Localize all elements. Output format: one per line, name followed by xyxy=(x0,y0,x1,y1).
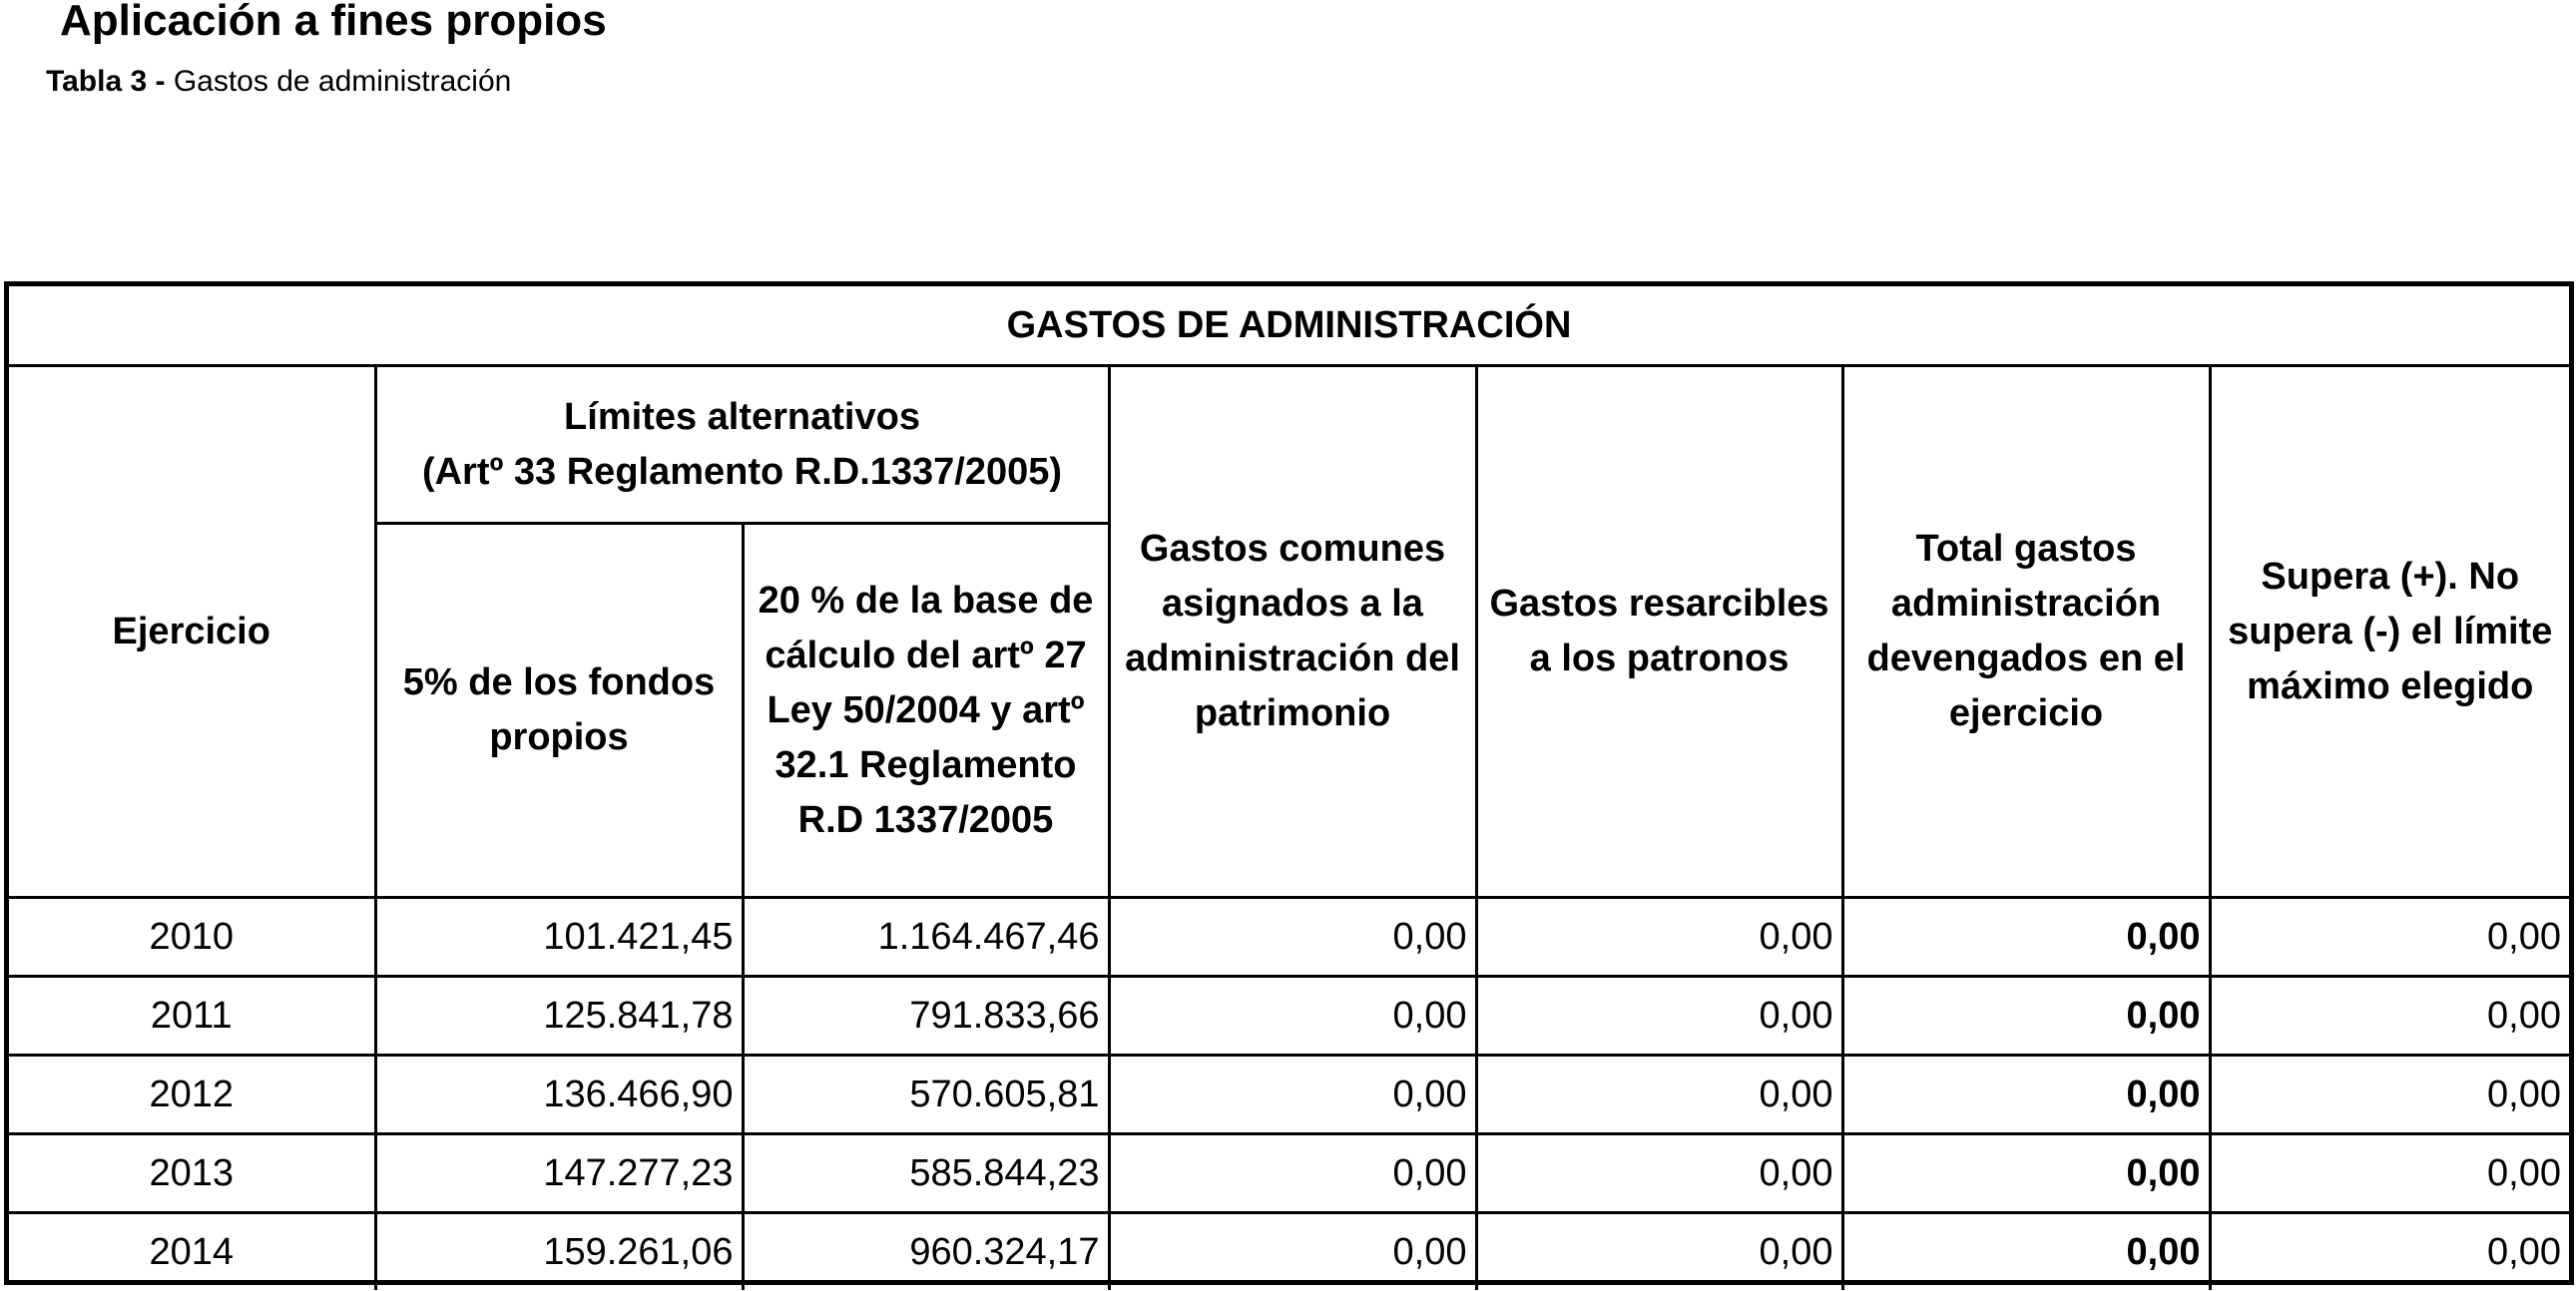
cell-supera-limite: 0,00 xyxy=(2210,1213,2569,1291)
header-limites-line2: (Artº 33 Reglamento R.D.1337/2005) xyxy=(421,450,1063,493)
cell-gastos-comunes: 0,00 xyxy=(1109,1134,1476,1213)
cell-total-gastos: 0,00 xyxy=(1842,898,2210,977)
cell-ejercicio: 2014 xyxy=(9,1213,375,1291)
cell-gastos-comunes: 0,00 xyxy=(1109,898,1476,977)
header-gastos-resarcibles: Gastos resarcibles a los patronos xyxy=(1476,366,1842,898)
cell-fondos-propios: 101.421,45 xyxy=(375,898,743,977)
cell-ejercicio: 2012 xyxy=(9,1056,375,1134)
cell-base-calculo: 960.324,17 xyxy=(743,1213,1109,1291)
table-caption xyxy=(46,62,511,102)
cell-total-gastos: 0,00 xyxy=(1842,977,2210,1056)
cell-base-calculo: 585.844,23 xyxy=(743,1134,1109,1213)
header-limites-line1: Límites alternativos xyxy=(564,395,920,438)
table-row xyxy=(9,1134,2569,1213)
table-row xyxy=(9,1056,2569,1134)
cell-fondos-propios: 147.277,23 xyxy=(375,1134,743,1213)
cell-total-gastos: 0,00 xyxy=(1842,1213,2210,1291)
cell-supera-limite: 0,00 xyxy=(2210,977,2569,1056)
cell-gastos-resarcibles: 0,00 xyxy=(1476,1134,1842,1213)
table-header-row xyxy=(9,366,2569,524)
cell-base-calculo: 570.605,81 xyxy=(743,1056,1109,1134)
cell-gastos-resarcibles: 0,00 xyxy=(1476,1056,1842,1134)
cell-gastos-comunes: 0,00 xyxy=(1109,1056,1476,1134)
cell-base-calculo: 1.164.467,46 xyxy=(743,898,1109,977)
cell-base-calculo: 791.833,66 xyxy=(743,977,1109,1056)
header-fondos-propios: 5% de los fondos propios xyxy=(375,524,743,898)
cell-ejercicio: 2011 xyxy=(9,977,375,1056)
cell-supera-limite: 0,00 xyxy=(2210,1056,2569,1134)
cell-gastos-resarcibles: 0,00 xyxy=(1476,898,1842,977)
cell-total-gastos: 0,00 xyxy=(1842,1056,2210,1134)
table-row xyxy=(9,977,2569,1056)
cell-supera-limite: 0,00 xyxy=(2210,898,2569,977)
header-supera-limite: Supera (+). No supera (-) el límite máximo elegido xyxy=(2210,366,2569,898)
header-base-calculo: 20 % de la base de cálculo del artº 27 Ley 50/2004 y artº 32.1 Reglamento R.D 1337/2005 xyxy=(743,524,1109,898)
cell-gastos-comunes: 0,00 xyxy=(1109,1213,1476,1291)
header-ejercicio: Ejercicio xyxy=(9,366,375,898)
header-gastos-comunes: Gastos comunes asignados a la administración del patrimonio xyxy=(1109,366,1476,898)
cell-gastos-comunes: 0,00 xyxy=(1109,977,1476,1056)
table-row xyxy=(9,1213,2569,1291)
table-caption-label: Tabla 3 - xyxy=(46,65,166,98)
gastos-table-frame xyxy=(4,281,2574,1285)
cell-fondos-propios: 159.261,06 xyxy=(375,1213,743,1291)
cell-fondos-propios: 125.841,78 xyxy=(375,977,743,1056)
header-total-gastos: Total gastos administración devengados en el ejercicio xyxy=(1842,366,2210,898)
table-row xyxy=(9,898,2569,977)
cell-ejercicio: 2013 xyxy=(9,1134,375,1213)
gastos-administracion-table xyxy=(9,286,2569,1290)
table-title: GASTOS DE ADMINISTRACIÓN xyxy=(9,286,2569,366)
cell-supera-limite: 0,00 xyxy=(2210,1134,2569,1213)
cell-fondos-propios: 136.466,90 xyxy=(375,1056,743,1134)
header-limites-alternativos xyxy=(375,366,1109,524)
cell-gastos-resarcibles: 0,00 xyxy=(1476,1213,1842,1291)
cell-total-gastos: 0,00 xyxy=(1842,1134,2210,1213)
table-caption-text: Gastos de administración xyxy=(165,65,512,98)
table-title-row xyxy=(9,286,2569,366)
cell-gastos-resarcibles: 0,00 xyxy=(1476,977,1842,1056)
cell-ejercicio: 2010 xyxy=(9,898,375,977)
page-title: Aplicación a fines propios xyxy=(60,0,607,45)
